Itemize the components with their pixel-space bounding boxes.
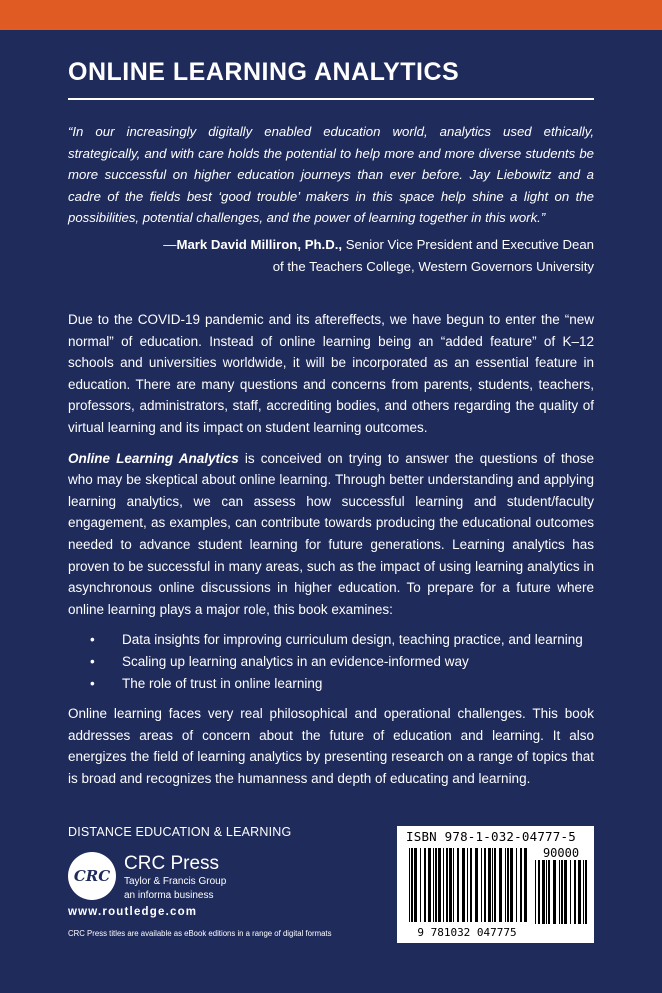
barcode-bar [470, 848, 472, 922]
barcode-bar [435, 848, 437, 922]
barcode-bar [453, 848, 454, 922]
barcode-bar [409, 848, 410, 922]
list-item [90, 673, 594, 695]
list-item-text: Data insights for improving curriculum design, teaching practice, and learning [122, 632, 583, 648]
barcode-bar [561, 860, 563, 924]
barcode-bar [524, 848, 527, 922]
barcode-bar [548, 860, 550, 924]
barcode-bar [516, 848, 517, 922]
description-paragraph-3: Online learning faces very real philosophical and operational challenges. This book addresses areas of concern about the future of education and learning. It also energizes the field of learning analytics by presenting research on a range of topics that is broad and recognizes the humanness and depth of educating and learning. [68, 706, 594, 786]
bullet-icon: • [90, 632, 95, 648]
barcode-bar [414, 848, 417, 922]
attribution-dash: — [163, 237, 177, 252]
barcode-bar [484, 848, 486, 922]
barcode-bar [494, 848, 496, 922]
barcode-bar [424, 848, 426, 922]
publisher-business: an informa business [124, 890, 214, 901]
publisher-website: www.routledge.com [68, 906, 198, 918]
barcode-bar [475, 848, 478, 922]
barcode-bar [520, 848, 522, 922]
barcode-bar [574, 860, 576, 924]
list-item [90, 651, 594, 673]
barcode-bar [433, 848, 434, 922]
description-paragraph-1: Due to the COVID-19 pandemic and its aftereffects, we have begun to enter the “new normal” of education. Instead of online learning being an “added feature” of K–12 schools and universities worldwide, it will be incorporated as an essential feature in education. There are many questions and concerns from parents, students, teachers, professors, administrators, staff, accrediting bodies, and others regarding the quality of virtual learning and its impact on student learning outcomes. [68, 312, 594, 435]
endorsement-quote: “In our increasingly digitally enabled education world, analytics used ethically, strategically, and with care holds the potential to help more and more diverse students be more successful on higher education journeys than ever before. Jay Liebowitz and a cadre of the fields best ‘good trouble’ makers in this space help shine a light on the possibilities, potential challenges, and the power of learning together in this work.” [68, 124, 594, 226]
barcode-bar [443, 848, 444, 922]
quote-attribution [160, 234, 594, 277]
barcode-bar [546, 860, 547, 924]
author-role-line1: Senior Vice President and Executive Dean [342, 237, 594, 252]
book-name-emphasis: Online Learning Analytics [68, 450, 239, 466]
quote-author: Mark David Milliron, Ph.D., [176, 237, 343, 252]
barcode-bar [564, 860, 567, 924]
barcode-graphic [397, 826, 594, 943]
publisher-name: CRC Press [124, 853, 220, 874]
list-item-text: The role of trust in online learning [122, 675, 323, 691]
publisher-block [124, 853, 226, 902]
description-paragraph-2 [68, 448, 594, 621]
barcode-bar [583, 860, 584, 924]
barcode-bar [446, 848, 448, 922]
barcode-bar [428, 848, 431, 922]
top-accent-band [0, 0, 662, 30]
barcode-bar [438, 848, 441, 922]
barcode-bar [467, 848, 468, 922]
ebook-note: CRC Press titles are available as eBook editions in a range of digital formats [68, 929, 332, 938]
publisher-group: Taylor & Francis Group [124, 876, 227, 887]
barcode-digits: 9 781032 047775 [417, 926, 517, 939]
barcode-bar [481, 848, 482, 922]
barcode-bar [570, 860, 571, 924]
topics-list [68, 629, 594, 694]
barcode-bar [457, 848, 459, 922]
barcode-bar [499, 848, 502, 922]
barcode-bar [449, 848, 452, 922]
isbn-barcode [397, 826, 594, 943]
barcode-bar [542, 860, 545, 924]
barcode-bar [510, 848, 513, 922]
isbn-label: ISBN 978-1-032-04777-5 [406, 829, 576, 844]
barcode-bar [585, 860, 587, 924]
barcode-bar [553, 860, 556, 924]
title-divider [68, 98, 594, 100]
book-description [68, 309, 594, 798]
bullet-icon: • [90, 653, 95, 669]
series-name: DISTANCE EDUCATION & LEARNING [68, 825, 292, 839]
description-paragraph-2-text: is conceived on trying to answer the questions of those who may be skeptical about online learning. Through better understanding and applying learning analytics, we can assess how successful learning and student/faculty engagement, as examples, can contribute towards producing the educational outcomes needed to advance student learning for future generations. Learning analytics has proven to be successful in many areas, such as the impact of using learning analytics in asynchronous online discussions in higher education. To prepare for a future where online learning plays a major role, this book examines: [68, 450, 594, 617]
barcode-bar [488, 848, 491, 922]
crc-logo-icon: CRC [68, 852, 116, 900]
barcode-bar [535, 860, 536, 924]
list-item [90, 629, 594, 651]
author-role-line2: of the Teachers College, Western Governors University [272, 258, 594, 274]
list-item-text: Scaling up learning analytics in an evidence-informed way [122, 653, 469, 669]
barcode-bar [538, 860, 540, 924]
book-title: ONLINE LEARNING ANALYTICS [68, 58, 460, 86]
bullet-icon: • [90, 675, 95, 691]
barcode-bar [492, 848, 493, 922]
barcode-bar [559, 860, 560, 924]
barcode-bar [578, 860, 581, 924]
barcode-bar [507, 848, 509, 922]
barcode-bar [505, 848, 506, 922]
barcode-bar [462, 848, 465, 922]
barcode-bar [411, 848, 413, 922]
barcode-digits: 90000 [542, 846, 580, 860]
barcode-bar [420, 848, 421, 922]
